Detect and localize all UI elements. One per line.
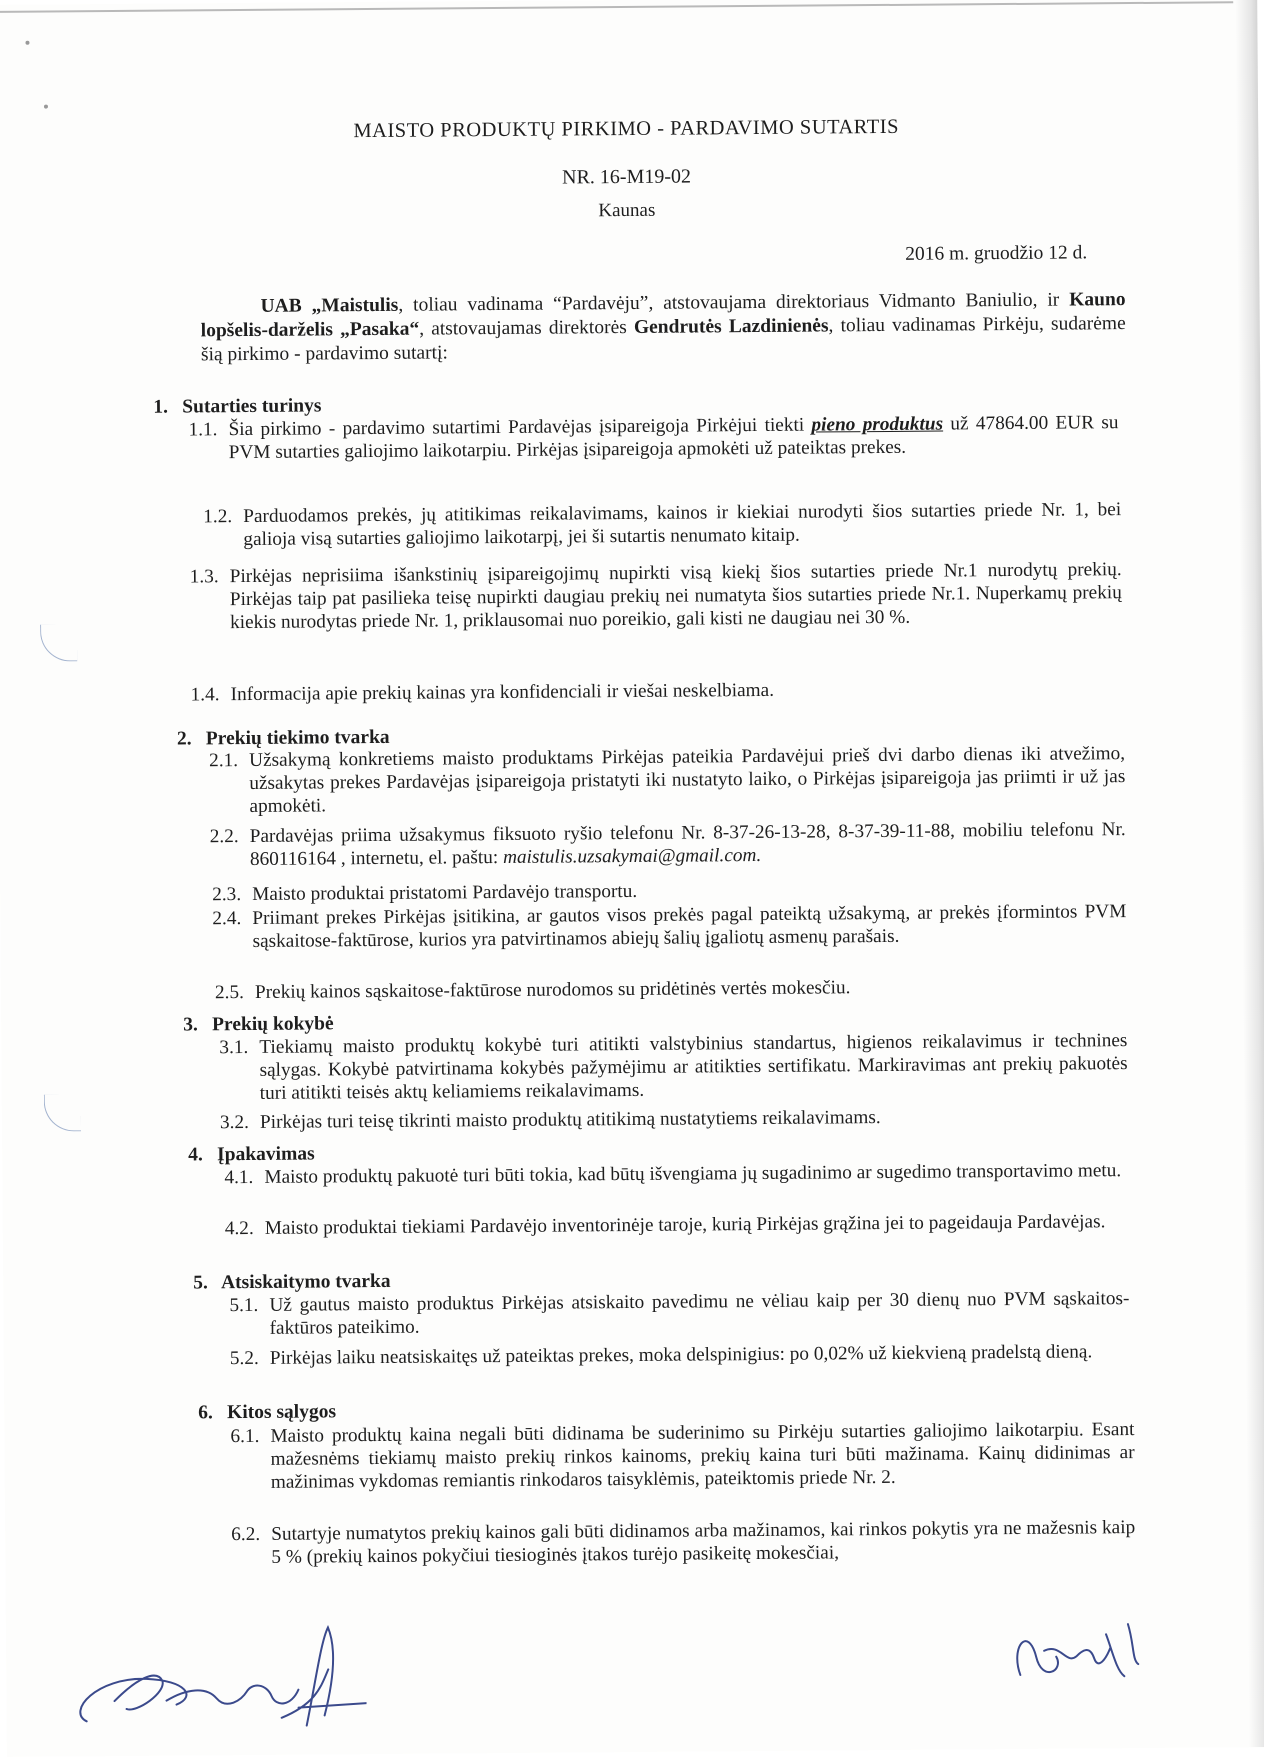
section-4-heading: 4. Įpakavimas — [188, 1143, 315, 1166]
section-6-heading: 6. Kitos sąlygos — [198, 1401, 337, 1424]
clause-1-3: 1.3. Pirkėjas neprisiima išankstinių įsipareigojimų nupirkti visą kiekį šios sutarties priede Nr.1 nurodytų prekių. Pirkėjas taip pat pasilieka teisę nupirkti daugiau prekių nei numatyta šios sutarties priede Nr.1. Nuperkamų prekių kiekis nurodytas priede Nr. 1, priklausomai nuo poreikio, gali kisti ne daugiau nei 30 %. — [189, 559, 1122, 634]
clause-1-2: 1.2. Parduodamos prekės, jų atitikimas reikalavimams, kainos ir kiekiai nurodyti šios sutarties priede Nr. 1, bei galioja visą sutarties galiojimo laikotarpį, jei ši sutartis nenumato kitaip. — [203, 499, 1122, 551]
seller-name: UAB „Maistulis — [260, 294, 399, 317]
buyer-director: Gendrutės Lazdinienės — [633, 315, 829, 338]
buyer-details: , atstovaujamas direktorės — [419, 316, 635, 340]
clause-5-1: 5.1. Už gautus maisto produktus Pirkėjas atsiskaito pavedimu ne vėliau kaip per 30 dienų nuo PVM sąskaitos-faktūros pateikimo. — [229, 1288, 1130, 1339]
clause-2-2: 2.2. Pardavėjas priima užsakymus fiksuoto ryšio telefonu Nr. 8-37-26-13-28, 8-37-39-11-88, mobiliu telefonu Nr. 860116164 , internetu, el. paštu: maistulis.uzsakymai@gmail.com. — [209, 819, 1126, 870]
punch-hole-mark — [44, 1094, 81, 1131]
clause-2-1: 2.1. Užsakymą konkretiems maisto produktams Pirkėjas pateikia Pardavėjui prieš dvi darbo dienas iki atvežimo, užsakytas prekes Pardavėjas įsipareigoja pristatyti iki nustatyto laiko, o Pirkėjas įsipareigoja jas priimti ir už jas apmokėti. — [209, 743, 1126, 817]
contract-preamble — [200, 288, 1126, 367]
section-3-heading: 3. Prekių kokybė — [183, 1013, 334, 1036]
section-1-heading: 1. Sutarties turinys — [153, 395, 322, 418]
section-title: Atsiskaitymo tvarka — [220, 1270, 391, 1294]
clause-4-2: 4.2. Maisto produktai tiekiami Pardavėjo inventorinėje taroje, kurią Pirkėjas grąžina jei to pageidauja Pardavėjas. — [224, 1211, 1106, 1240]
clause-2-4: 2.4. Priimant prekes Pirkėjas įsitikina, ar gautos visos prekės pagal pateiktą užsakymą, ar prekės įformintos PVM sąskaitose-faktūrose, kurios yra patvirtinamos abiejų šalių įgaliotų asmenų parašais. — [212, 901, 1127, 952]
clause-1-4: 1.4. Informacija apie prekių kainas yra konfidenciali ir viešai neskelbiama. — [190, 679, 775, 706]
handwritten-signature-right — [1006, 1586, 1157, 1697]
clause-2-3: 2.3. Maisto produktai pristatomi Pardavėjo transportu. — [212, 880, 638, 906]
section-title: Įpakavimas — [217, 1143, 315, 1166]
scan-top-border — [0, 1, 1233, 13]
section-title: Prekių tiekimo tvarka — [205, 726, 390, 750]
contract-city: Kaunas — [598, 199, 656, 222]
scan-speck — [44, 105, 48, 109]
section-2-heading: 2. Prekių tiekimo tvarka — [176, 726, 390, 750]
clause-6-1: 6.1. Maisto produktų kaina negali būti didinama be suderinimo su Pirkėju sutarties galiojimo laikotarpiu. Esant mažesnėms tiekiamų maisto prekių rinkos kainoms, prekių kaina turi būti mažinama. Kainų didinimas ar mažinimas vykdomas remiantis rinkodaros taisyklėmis, pateiktomis priede Nr. 2. — [230, 1419, 1135, 1493]
clause-5-2: 5.2. Pirkėjas laiku neatsiskaitęs už pateiktas prekes, moka delspinigius: po 0,02% už kiekvieną pradelstą dieną. — [229, 1341, 1093, 1370]
clause-1-1: 1.1. Šia pirkimo - pardavimo sutartimi Pardavėjas įsipareigoja Pirkėjui tiekti pieno produktus už 47864.00 EUR su PVM sutarties galiojimo laikotarpiu. Pirkėjas įsipareigoja apmokėti už pateiktas prekes. — [188, 412, 1119, 464]
clause-3-1: 3.1. Tiekiamų maisto produktų kokybė turi atitikti valstybinius standartus, higienos reikalavimus ir technines sąlygas. Kokybė patvirtinama kokybės pažymėjimu ar atitikties sertifikatu. Markiravimas ant prekių pakuotės turi atitikti teisės aktų keliamiems reikalavimams. — [219, 1030, 1128, 1104]
contract-date: 2016 m. gruodžio 12 d. — [905, 242, 1088, 265]
clause-3-2: 3.2. Pirkėjas turi teisę tikrinti maisto produktų atitikimą nustatytiems reikalavimams. — [219, 1107, 881, 1134]
clause-6-2: 6.2. Sutartyje numatytos prekių kainos gali būti didinamos arba mažinamos, kai rinkos pokytis yra ne mažesnis kaip 5 % (prekių kainos pokyčiui tiesioginės įtakos turėjo pasikeitę mokesčiai, — [231, 1517, 1136, 1568]
section-title: Sutarties turinys — [182, 395, 322, 418]
section-title: Kitos sąlygos — [227, 1401, 337, 1424]
punch-hole-mark — [40, 624, 77, 661]
section-title: Prekių kokybė — [211, 1013, 334, 1036]
scan-speck — [25, 41, 29, 45]
document-title: MAISTO PRODUKTŲ PIRKIMO - PARDAVIMO SUTARTIS — [353, 115, 900, 143]
product-type: pieno produktus — [811, 413, 944, 436]
seller-details: , toliau vadinama “Pardavėju”, atstovaujama direktoriaus Vidmanto Baniulio, ir — [398, 289, 1070, 316]
handwritten-signature-left — [66, 1607, 367, 1739]
scan-right-shadow — [1235, 0, 1264, 1747]
preamble-closing: , toliau vadinamas Pirkėju, sudarėme šią pirkimo - pardavimo sutartį: — [200, 313, 1126, 366]
buyer-name: Kauno lopšelis-darželis „Pasaka“ — [200, 289, 1126, 342]
clause-4-1: 4.1. Maisto produktų pakuotė turi būti tokia, kad būtų išvengiama jų sugadinimo ar sugedimo transportavimo metu. — [224, 1160, 1122, 1189]
clause-2-5: 2.5. Prekių kainos sąskaitose-faktūrose nurodomos su pridėtinės vertės mokesčiu. — [214, 977, 851, 1004]
section-5-heading: 5. Atsiskaitymo tvarka — [193, 1270, 391, 1294]
contract-number: NR. 16-M19-02 — [562, 165, 692, 189]
order-email: maistulis.uzsakymai@gmail.com. — [502, 844, 762, 868]
